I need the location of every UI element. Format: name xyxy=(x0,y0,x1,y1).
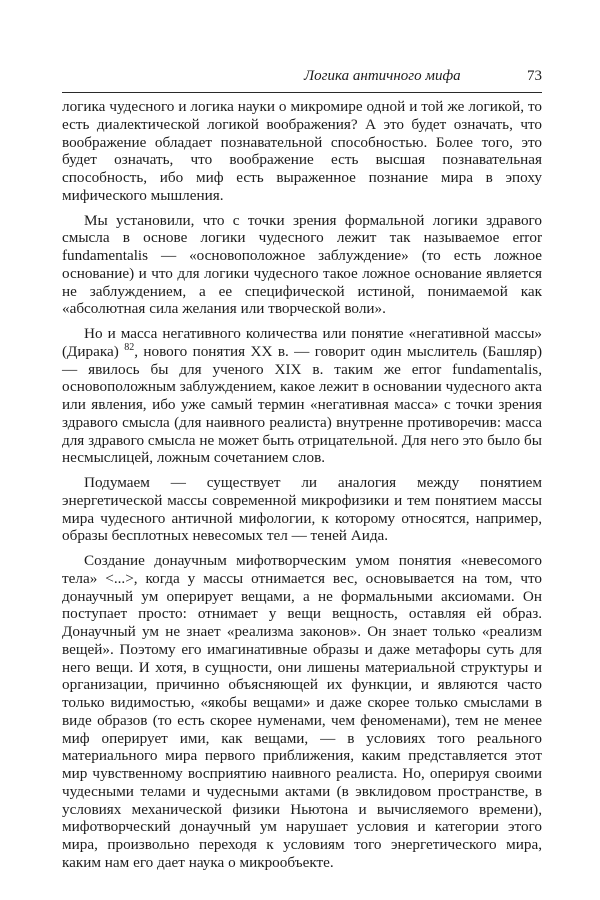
body-text xyxy=(62,98,542,872)
footnote-ref-82[interactable]: 82 xyxy=(124,341,135,353)
running-title: Логика античного мифа xyxy=(304,68,461,84)
page-number: 73 xyxy=(527,68,542,84)
paragraph-2: Мы установили, что с точки зрения формальной логики здравого смысла в основе логики чудесного лежит так называемое error fundamentalis — «основоположное заблуждение» (то есть ложное основание) и что для логики чудесного такое ложное основание является не заблуждением, а ее специфической истиной, понимаемой как «абсолютная сила желания или творческой воли». xyxy=(62,211,542,318)
paragraph-1: логика чудесного и логика науки о микромире одной и той же логикой, то есть диалектической логикой воображения? А это будет означать, что воображение обладает познавательной способностью. Более того, это будет означать, что воображение есть высшая познавательная способность, ибо миф есть выраженное познание мира в эпоху мифического мышления. xyxy=(62,98,542,204)
paragraph-3-rest: , нового понятия XX в. — говорит один мыслитель (Башляр) — явилось бы для ученого XIX в. таким же error fundamentalis, основоположным заблуждением, какое лежит в основании чудесного акта или явления, ибо уже самый термин «негативная масса» с точки зрения здравого смысла (для наивного реалиста) внутренне противоречив: масса для здравого смысла не может быть отрицательной. Для него это было бы несмыслицей, ложным сочетанием слов. xyxy=(62,342,543,467)
paragraph-4: Подумаем — существует ли аналогия между понятием энергетической массы современной микрофизики и тем понятием массы мира чудесного античной мифологии, к которому относятся, например, образы бесплотных невесомых тел — теней Аида. xyxy=(62,474,542,545)
paragraph-5: Создание донаучным мифотворческим умом понятия «невесомого тела» <...>, когда у массы отнимается вес, основывается на том, что донаучный ум оперирует вещами, а не формальными аксиомами. Он поступает просто: отнимает у вещи вещность, оставляя ей образ. Донаучный ум не знает «реализма законов». Он знает только «реализм вещей». Поэтому его имагинативные образы и даже метафоры суть для него вещи. И хотя, в сущности, они лишены материальной структуры и организации, причинно объясняющей их функции, и являются часто только видимостью, «якобы вещами» и даже скорее только смыслами в виде образов (то есть скорее нуменами, чем феноменами), тем не менее миф оперирует ими, как вещами, — в условиях того реального материального мира первого приближения, каким представляется этот мир чувственному восприятию наивного реалиста. Но, оперируя своими чудесными телами и чудесными актами (в эвклидовом пространстве, в условиях механической физики Ньютона и вычисляемого времени), мифотворческий донаучный ум нарушает условия и категории этого мира, произвольно переходя к условиям того энергетического мира, каким нам его дает наука о микрообъекте. xyxy=(62,552,542,871)
running-header xyxy=(62,64,542,93)
paragraph-3 xyxy=(62,325,542,467)
paragraph-3-start: Но и масса негативного количества или понятие «негативной массы» (Дирака) xyxy=(62,325,542,360)
